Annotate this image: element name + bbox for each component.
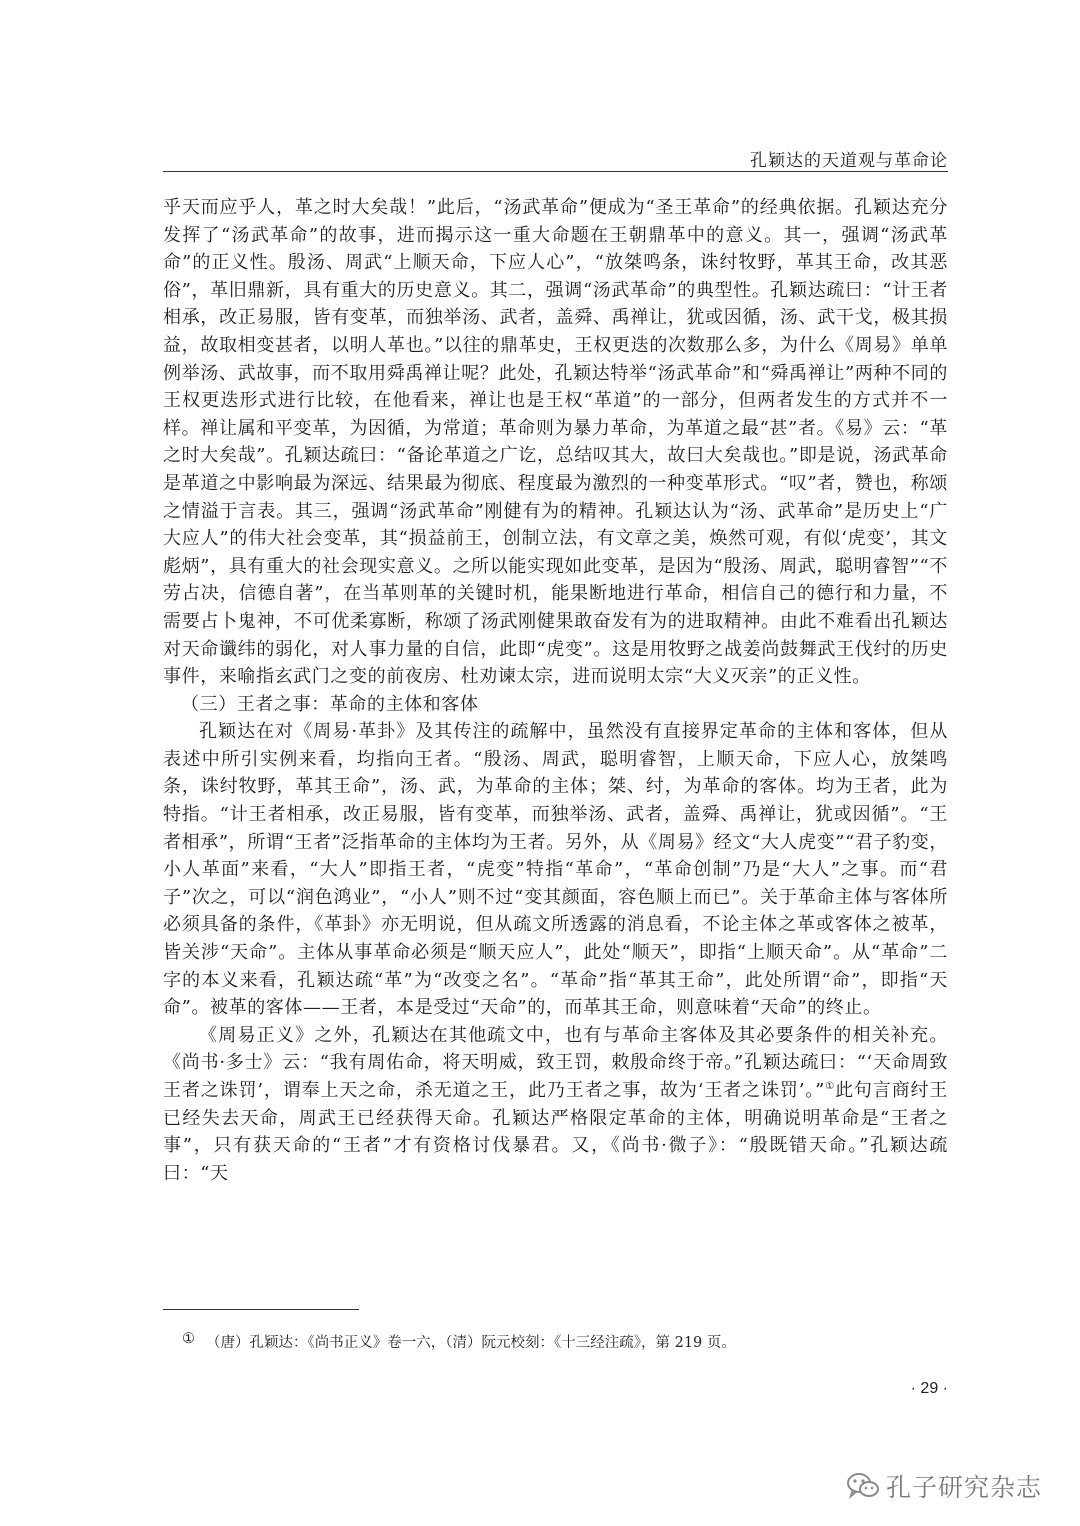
paragraph-3 — [163, 1022, 948, 1188]
paragraph-1: 乎天而应乎人，革之时大矣哉！”此后，“汤武革命”便成为“圣王革命”的经典依据。孔颖达充分发挥了“汤武革命”的故事，进而揭示这一重大命题在王朝鼎革中的意义。其一，强调“汤武革命”的正义性。殷汤、周武“上顺天命，下应人心”，“放桀鸣条，诛纣牧野，革其王命，改其恶俗”，革旧鼎新，具有重大的历史意义。其二，强调“汤武革命”的典型性。孔颖达疏曰：“计王者相承，改正易服，皆有变革，而独举汤、武者，盖舜、禹禅让，犹或因循，汤、武干戈，极其损益，故取相变甚者，以明人革也。”以往的鼎革史，王权更迭的次数那么多，为什么《周易》单单例举汤、武故事，而不取用舜禹禅让呢？此处，孔颖达特举“汤武革命”和“舜禹禅让”两种不同的王权更迭形式进行比较，在他看来，禅让也是王权“革道”的一部分，但两者发生的方式并不一样。禅让属和平变革，为因循，为常道；革命则为暴力革命，为革道之最“甚”者。《易》云：“革之时大矣哉”。孔颖达疏曰：“备论革道之广讫，总结叹其大，故曰大矣哉也。”即是说，汤武革命是革道之中影响最为深远、结果最为彻底、程度最为激烈的一种变革形式。“叹”者，赞也，称颂之情溢于言表。其三，强调“汤武革命”刚健有为的精神。孔颖达认为“汤、武革命”是历史上“广大应人”的伟大社会变革，其“损益前王，创制立法，有文章之美，焕然可观，有似‘虎变’，其文彪炳”，具有重大的社会现实意义。之所以能实现如此变革，是因为“殷汤、周武，聪明睿智”“不劳占决，信德自著”，在当革则革的关键时机，能果断地进行革命，相信自己的德行和力量，不需要占卜鬼神，不可优柔寡断，称颂了汤武刚健果敢奋发有为的进取精神。由此不难看出孔颖达对天命谶纬的弱化，对人事力量的自信，此即“虎变”。这是用牧野之战姜尚鼓舞武王伐纣的历史事件，来喻指玄武门之变的前夜房、杜劝谏太宗，进而说明太宗“大义灭亲”的正义性。 — [163, 197, 948, 688]
footnote-text: （唐）孔颖达：《尚书正义》卷一六，（清）阮元校刻：《十三经注疏》，第 219 页。 — [206, 1335, 736, 1351]
running-head: 孔颖达的天道观与革命论 — [750, 151, 948, 171]
paragraph-3-part-2: 此句言商纣王已经失去天命，周武王已经获得天命。孔颖达严格限定革命的主体，明确说明革命是“王者之事”，只有获天命的“王者”才有资格讨伐暴君。又，《尚书·微子》：“殷既错天命。”孔颖达疏曰：“天 — [163, 1080, 948, 1184]
watermark-text: 孔子研究杂志 — [886, 1473, 1043, 1502]
footnote — [182, 1331, 948, 1352]
page-number: · 29 · — [910, 1380, 948, 1397]
footnote-rule — [163, 1309, 359, 1310]
body-text — [163, 194, 948, 1187]
section-heading: （三）王者之事：革命的主体和客体 — [181, 693, 479, 715]
paragraph-3-part-1: 《周易正义》之外，孔颖达在其他疏文中，也有与革命主客体及其必要条件的相关补充。《尚书·多士》云：“我有周佑命，将天明威，致王罚，敕殷命终于帝。”孔颖达疏曰：“‘天命周致王者之诛罚’，谓奉上天之命，杀无道之王，此乃王者之事，故为‘王者之诛罚’。” — [163, 1024, 948, 1101]
paragraph-2: 孔颖达在对《周易·革卦》及其传注的疏解中，虽然没有直接界定革命的主体和客体，但从表述中所引实例来看，均指向王者。“殷汤、周武，聪明睿智，上顺天命，下应人心，放桀鸣条，诛纣牧野，革其王命”，汤、武，为革命的主体；桀、纣，为革命的客体。均为王者，此为特指。“计王者相承，改正易服，皆有变革，而独举汤、武者，盖舜、禹禅让，犹或因循”。“王者相承”，所谓“王者”泛指革命的主体均为王者。另外，从《周易》经文“大人虎变”“君子豹变，小人革面”来看，“大人”即指王者，“虎变”特指“革命”，“革命创制”乃是“大人”之事。而“君子”次之，可以“润色鸿业”，“小人”则不过“变其颜面，容色顺上而已”。关于革命主体与客体所必须具备的条件，《革卦》亦无明说，但从疏文所透露的消息看，不论主体之革或客体之被革，皆关涉“天命”。主体从事革命必须是“顺天应人”，此处“顺天”，即指“上顺天命”。从“革命”二字的本义来看，孔颖达疏“革”为“改变之名”。“革命”指“革其王命”，此处所谓“命”，即指“天命”。被革的客体——王者，本是受过“天命”的，而革其王命，则意味着“天命”的终止。 — [163, 721, 948, 1019]
footnote-ref[interactable]: ① — [824, 1081, 836, 1092]
footnote-mark: ① — [182, 1331, 195, 1347]
wechat-icon — [846, 1471, 880, 1501]
watermark — [846, 1466, 1046, 1506]
header-rule — [163, 171, 948, 172]
